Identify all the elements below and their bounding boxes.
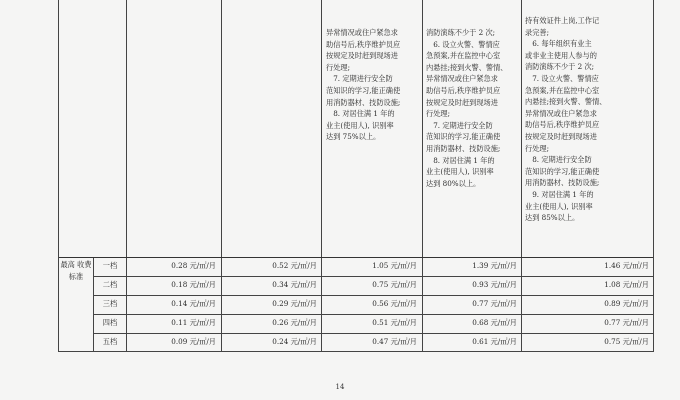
fee-value: 0.52 元/㎡/月 — [272, 261, 317, 270]
fee-value: 0.14 元/㎡/月 — [171, 299, 216, 308]
tier-label: 三档 — [102, 299, 118, 308]
fee-value: 0.28 元/㎡/月 — [171, 261, 216, 270]
tier-label: 四档 — [102, 318, 118, 327]
fee-value: 0.77 元/㎡/月 — [604, 318, 649, 327]
max-fee-label: 最高 收费 标准 — [60, 260, 92, 281]
fee-value: 0.29 元/㎡/月 — [272, 299, 317, 308]
fee-value: 0.11 元/㎡/月 — [171, 318, 216, 327]
tier-label: 一档 — [102, 261, 118, 270]
fee-value: 1.08 元/㎡/月 — [604, 280, 649, 289]
col-divider-3 — [321, 0, 322, 351]
page-number: 14 — [335, 383, 345, 391]
service-standard-table — [58, 0, 654, 352]
level3-service-text: 异常情况或住户紧急求 助信号后,秩序维护员应 按规定及时赶到现场进 行处理; 7. 定期进行安全防 范知识的学习,能正确使 用消防器材、技防设施; 8. 对居住满 1 年的 业主(使用人), 识别率 达到 75%以上。 — [326, 28, 401, 142]
col-divider-4 — [422, 0, 423, 351]
fee-value: 0.24 元/㎡/月 — [272, 337, 317, 346]
fee-value: 1.05 元/㎡/月 — [372, 261, 417, 270]
row-divider-4 — [93, 333, 653, 334]
fee-value: 0.75 元/㎡/月 — [372, 280, 417, 289]
fee-section-top-border — [59, 257, 653, 258]
fee-value: 0.77 元/㎡/月 — [472, 299, 517, 308]
fee-value: 0.47 元/㎡/月 — [372, 337, 417, 346]
col-divider-2 — [221, 0, 222, 351]
fee-value: 0.09 元/㎡/月 — [171, 337, 216, 346]
row-divider-1 — [93, 276, 653, 277]
tier-label: 二档 — [102, 280, 118, 289]
fee-value: 0.93 元/㎡/月 — [472, 280, 517, 289]
fee-value: 0.34 元/㎡/月 — [272, 280, 317, 289]
fee-value: 1.39 元/㎡/月 — [472, 261, 517, 270]
row-divider-3 — [93, 314, 653, 315]
row-divider-2 — [93, 295, 653, 296]
tier-label: 五档 — [102, 337, 118, 346]
fee-value: 0.61 元/㎡/月 — [472, 337, 517, 346]
fee-value: 0.89 元/㎡/月 — [604, 299, 649, 308]
fee-value: 0.51 元/㎡/月 — [372, 318, 417, 327]
fee-value: 0.18 元/㎡/月 — [171, 280, 216, 289]
level4-service-text: 消防演练不少于 2 次; 6. 设立火警、警情应 急预案,并在监控中心室 内悬挂;接到火警、警情、 异常情况或住户紧急求 助信号后,秩序维护员应 按规定及时赶到现场进 行处理; 7. 定期进行安全防 范知识的学习,能正确使 用消防器材、技防设施; 8. 对居住满 1 年的 业主(使用人), 识别率 达到 80%以上。 — [426, 28, 508, 188]
fee-value: 0.68 元/㎡/月 — [472, 318, 517, 327]
fee-value: 0.56 元/㎡/月 — [372, 299, 417, 308]
fee-value: 0.75 元/㎡/月 — [604, 337, 649, 346]
fee-value: 1.46 元/㎡/月 — [604, 261, 649, 270]
fee-value: 0.26 元/㎡/月 — [272, 318, 317, 327]
level5-service-text: 持有效证件上岗,工作记 录完善; 6. 每年组织有业主 或非业主使用人参与的 消防演练不少于 2 次; 7. 设立火警、警情应 急预案,并在监控中心室 内悬挂;接到火警、警情、 异常情况或住户紧急求 助信号后,秩序维护员应 按规定及时赶到现场进 行处理; 8. 定期进行安全防 范知识的学习,能正确使 用消防器材、技防设施; 9. 对居住满 1 年的 业主(使用人), 识别率 达到 85%以上。 — [525, 16, 607, 223]
col-divider-5 — [521, 0, 522, 351]
